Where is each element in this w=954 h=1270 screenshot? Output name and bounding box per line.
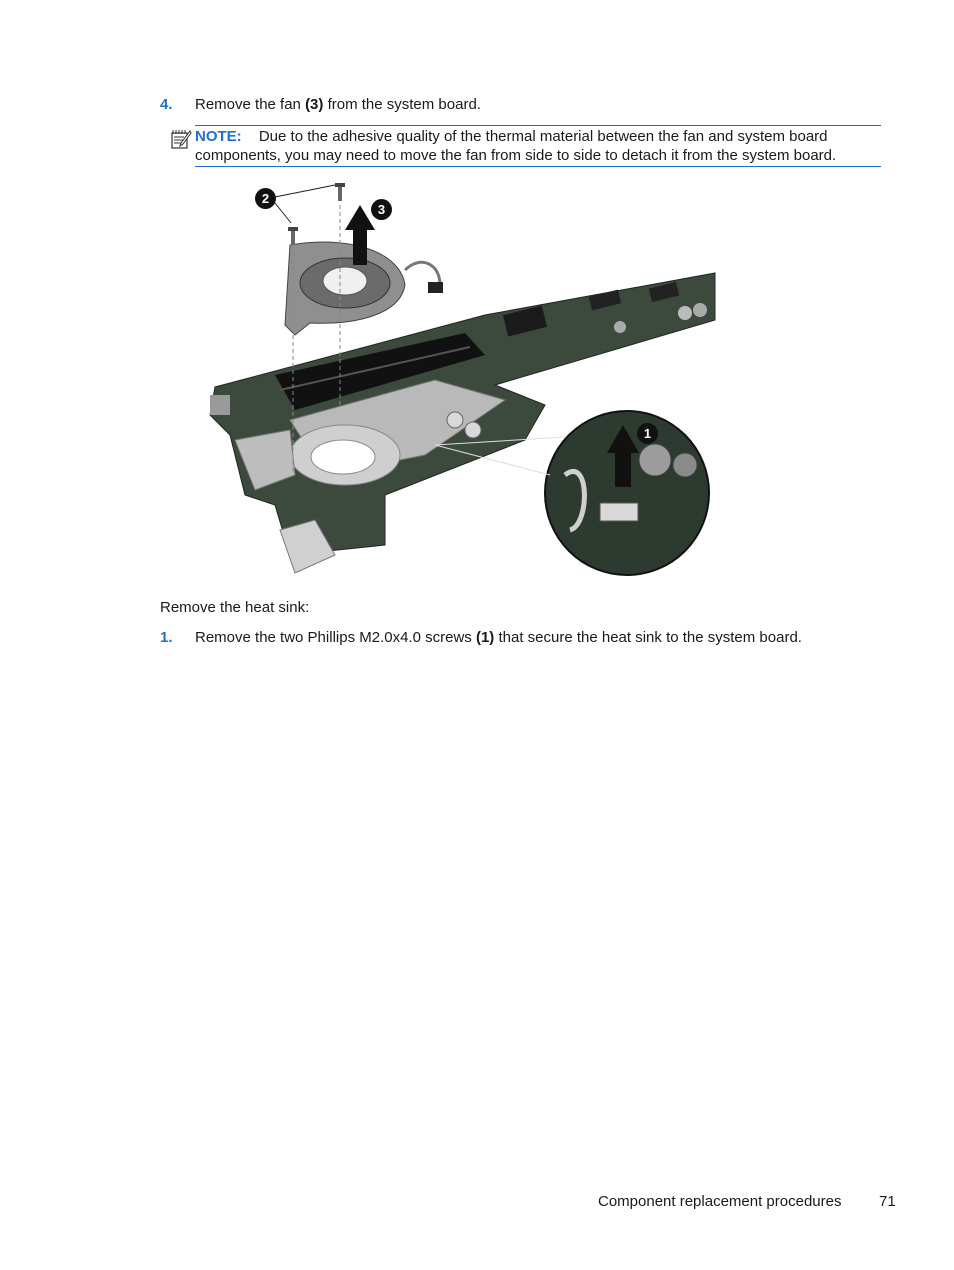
step-number: 4. xyxy=(160,96,173,113)
step-1 xyxy=(160,629,880,647)
step-text: Remove the fan (3) from the system board. xyxy=(195,96,481,113)
note-icon xyxy=(170,128,192,150)
callout-1: 1 xyxy=(637,423,658,444)
fan-removal-figure xyxy=(195,175,720,585)
heatsink-intro: Remove the heat sink: xyxy=(160,599,310,616)
note-label: NOTE: xyxy=(195,128,242,145)
note-line-2: components, you may need to move the fan from side to side to detach it from the system board. xyxy=(195,147,837,164)
step-text: Remove the two Phillips M2.0x4.0 screws (1) that secure the heat sink to the system board. xyxy=(195,629,802,646)
note-line-1: NOTE: Due to the adhesive quality of the thermal material between the fan and system board xyxy=(195,128,828,145)
screw-icon xyxy=(288,227,298,245)
footer xyxy=(598,1193,896,1211)
screw-icon xyxy=(335,183,345,201)
callout-3: 3 xyxy=(371,199,392,220)
footer-section: Component replacement procedures xyxy=(598,1193,842,1210)
note-box xyxy=(195,125,881,167)
system-board-illustration xyxy=(195,175,720,585)
step-4 xyxy=(160,96,880,114)
page-number: 71 xyxy=(879,1193,896,1210)
step-number: 1. xyxy=(160,629,173,646)
callout-2: 2 xyxy=(255,188,276,209)
